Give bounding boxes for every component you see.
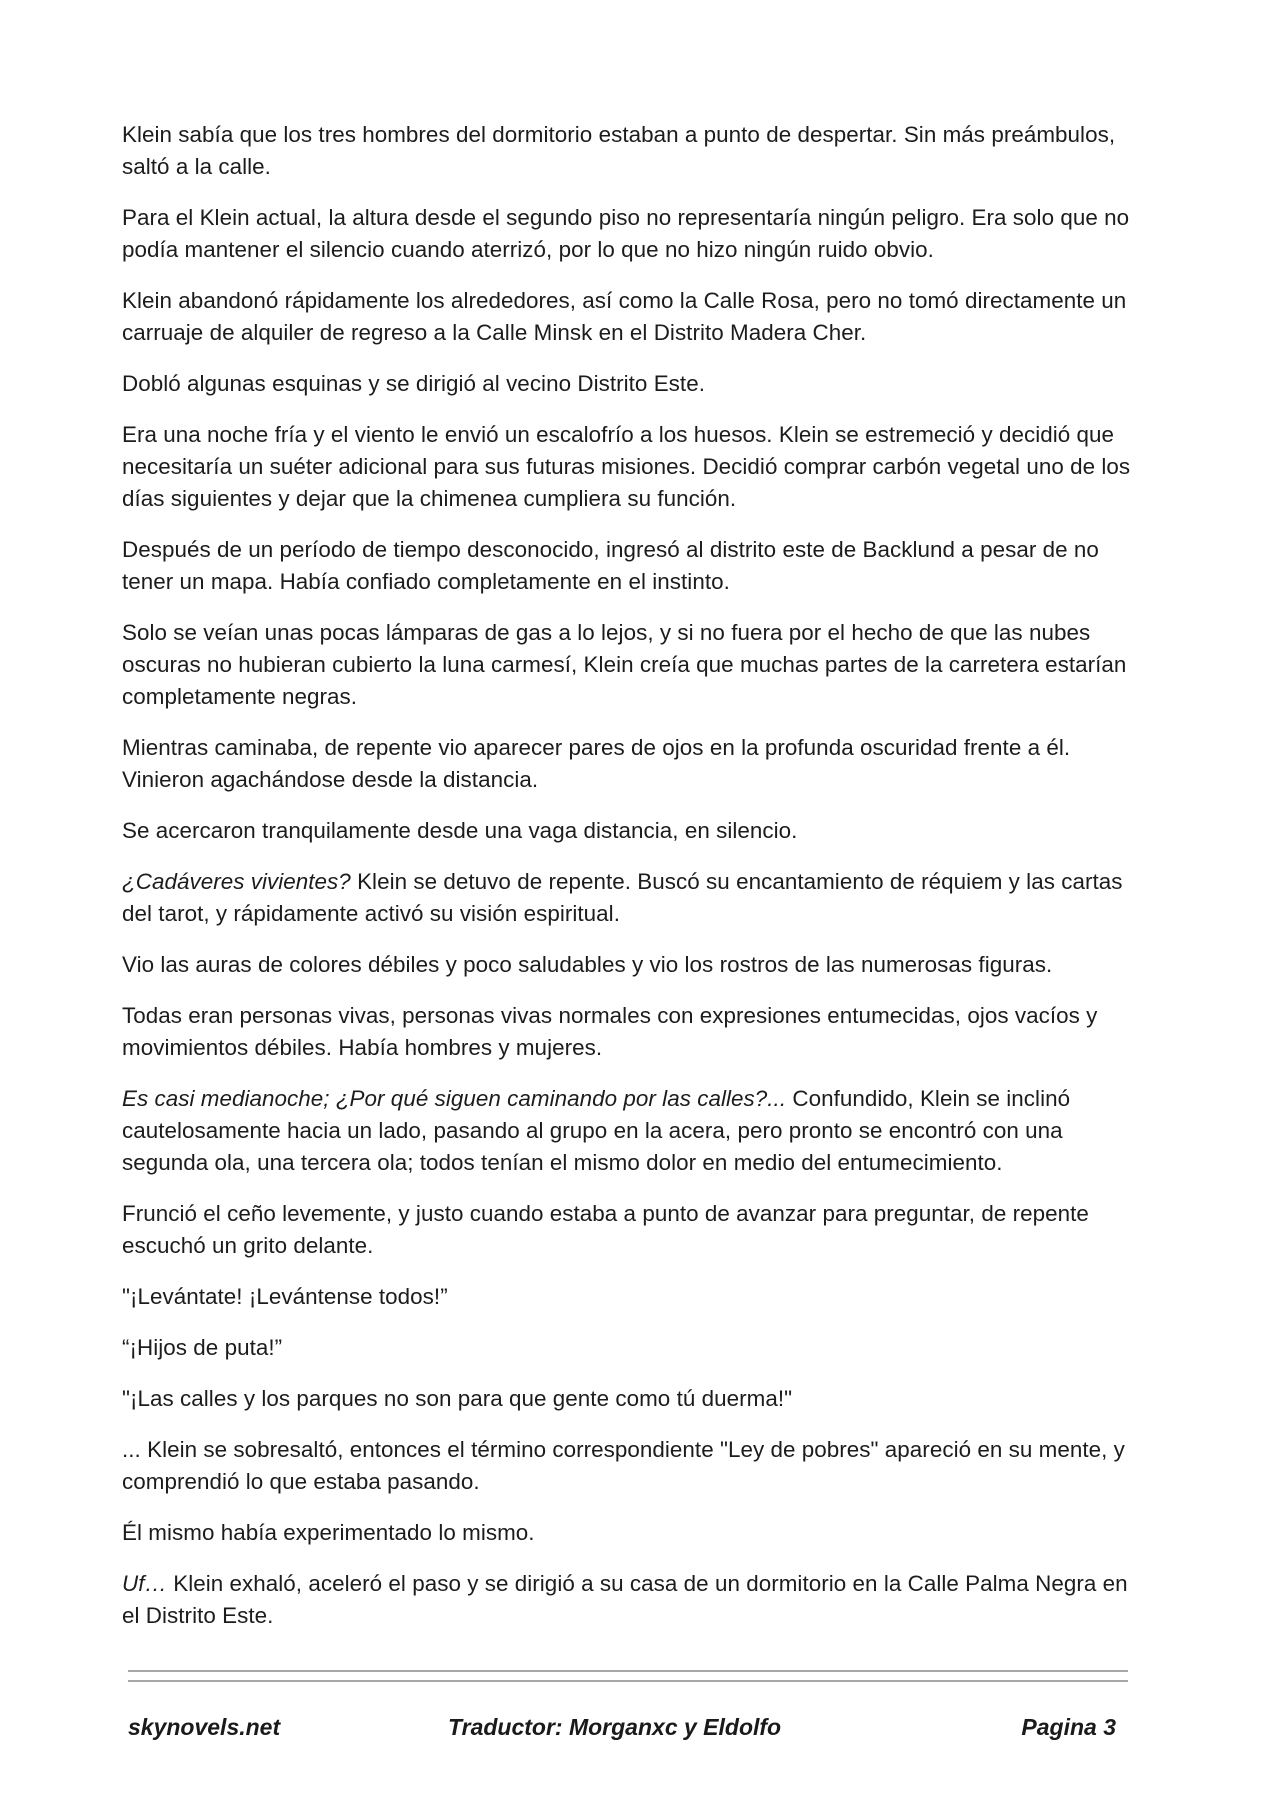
- paragraph: [122, 732, 1142, 796]
- body-text: [122, 119, 1142, 1651]
- paragraph: [122, 1434, 1142, 1498]
- paragraph: [122, 949, 1142, 981]
- text-run: Dobló algunas esquinas y se dirigió al vecino Distrito Este.: [122, 371, 705, 396]
- text-run: Frunció el ceño levemente, y justo cuando estaba a punto de avanzar para preguntar, de repente escuchó un grito delante.: [122, 1201, 1089, 1258]
- paragraph: [122, 202, 1142, 266]
- text-run: Se acercaron tranquilamente desde una vaga distancia, en silencio.: [122, 818, 798, 843]
- text-run: Klein exhaló, aceleró el paso y se dirigió a su casa de un dormitorio en la Calle Palma Negra en el Distrito Este.: [122, 1571, 1128, 1628]
- paragraph: [122, 1517, 1142, 1549]
- text-run: “¡Hijos de puta!”: [122, 1335, 283, 1360]
- text-run: Era una noche fría y el viento le envió un escalofrío a los huesos. Klein se estremeció y decidió que necesitaría un suéter adicional para sus futuras misiones. Decidió comprar carbón vegetal uno de los días siguientes y dejar que la chimenea cumpliera su función.: [122, 422, 1131, 511]
- footer-rule-top: [128, 1670, 1128, 1672]
- page-footer: [128, 1714, 1128, 1750]
- text-run: Klein sabía que los tres hombres del dormitorio estaban a punto de despertar. Sin más preámbulos, saltó a la calle.: [122, 122, 1116, 179]
- paragraph: [122, 815, 1142, 847]
- footer-divider: [128, 1670, 1128, 1690]
- paragraph: [122, 368, 1142, 400]
- paragraph: [122, 1198, 1142, 1262]
- text-run: ... Klein se sobresaltó, entonces el término correspondiente "Ley de pobres" apareció en su mente, y comprendió lo que estaba pasando.: [122, 1437, 1125, 1494]
- text-run: Klein abandonó rápidamente los alrededores, así como la Calle Rosa, pero no tomó directamente un carruaje de alquiler de regreso a la Calle Minsk en el Distrito Madera Cher.: [122, 288, 1127, 345]
- paragraph: [122, 119, 1142, 183]
- text-run: Todas eran personas vivas, personas vivas normales con expresiones entumecidas, ojos vacíos y movimientos débiles. Había hombres y mujeres.: [122, 1003, 1098, 1060]
- text-run: Klein se detuvo de repente. Buscó su encantamiento de réquiem y las cartas del tarot, y rápidamente activó su visión espiritual.: [122, 869, 1123, 926]
- paragraph: [122, 1083, 1142, 1179]
- paragraph: [122, 534, 1142, 598]
- paragraph: [122, 1568, 1142, 1632]
- italic-text-run: Es casi medianoche; ¿Por qué siguen caminando por las calles?...: [122, 1086, 787, 1111]
- paragraph: [122, 1000, 1142, 1064]
- text-run: Confundido, Klein se inclinó cautelosamente hacia un lado, pasando al grupo en la acera, pero pronto se encontró con una segunda ola, una tercera ola; todos tenían el mismo dolor en medio del entumecimiento.: [122, 1086, 1071, 1175]
- text-run: Mientras caminaba, de repente vio aparecer pares de ojos en la profunda oscuridad frente a él. Vinieron agachándose desde la distancia.: [122, 735, 1071, 792]
- text-run: Después de un período de tiempo desconocido, ingresó al distrito este de Backlund a pesar de no tener un mapa. Había confiado completamente en el instinto.: [122, 537, 1099, 594]
- paragraph: [122, 285, 1142, 349]
- paragraph: [122, 866, 1142, 930]
- text-run: Solo se veían unas pocas lámparas de gas a lo lejos, y si no fuera por el hecho de que las nubes oscuras no hubieran cubierto la luna carmesí, Klein creía que muchas partes de la carretera estarían completamente negras.: [122, 620, 1127, 709]
- paragraph: [122, 617, 1142, 713]
- footer-page-number: Pagina 3: [1021, 1714, 1116, 1740]
- text-run: "¡Las calles y los parques no son para que gente como tú duerma!": [122, 1386, 793, 1411]
- paragraph: [122, 1281, 1142, 1313]
- footer-rule-bottom: [128, 1680, 1128, 1682]
- paragraph: [122, 1332, 1142, 1364]
- text-run: "¡Levántate! ¡Levántense todos!”: [122, 1284, 448, 1309]
- footer-site-name: skynovels.net: [128, 1714, 281, 1740]
- text-run: Para el Klein actual, la altura desde el segundo piso no representaría ningún peligro. Era solo que no podía mantener el silencio cuando aterrizó, por lo que no hizo ningún ruido obvio.: [122, 205, 1130, 262]
- italic-text-run: ¿Cadáveres vivientes?: [122, 869, 351, 894]
- footer-translator: Traductor: Morganxc y Eldolfo: [448, 1714, 782, 1740]
- text-run: Vio las auras de colores débiles y poco saludables y vio los rostros de las numerosas figuras.: [122, 952, 1053, 977]
- italic-text-run: Uf…: [122, 1571, 167, 1596]
- text-run: Él mismo había experimentado lo mismo.: [122, 1520, 535, 1545]
- paragraph: [122, 419, 1142, 515]
- paragraph: [122, 1383, 1142, 1415]
